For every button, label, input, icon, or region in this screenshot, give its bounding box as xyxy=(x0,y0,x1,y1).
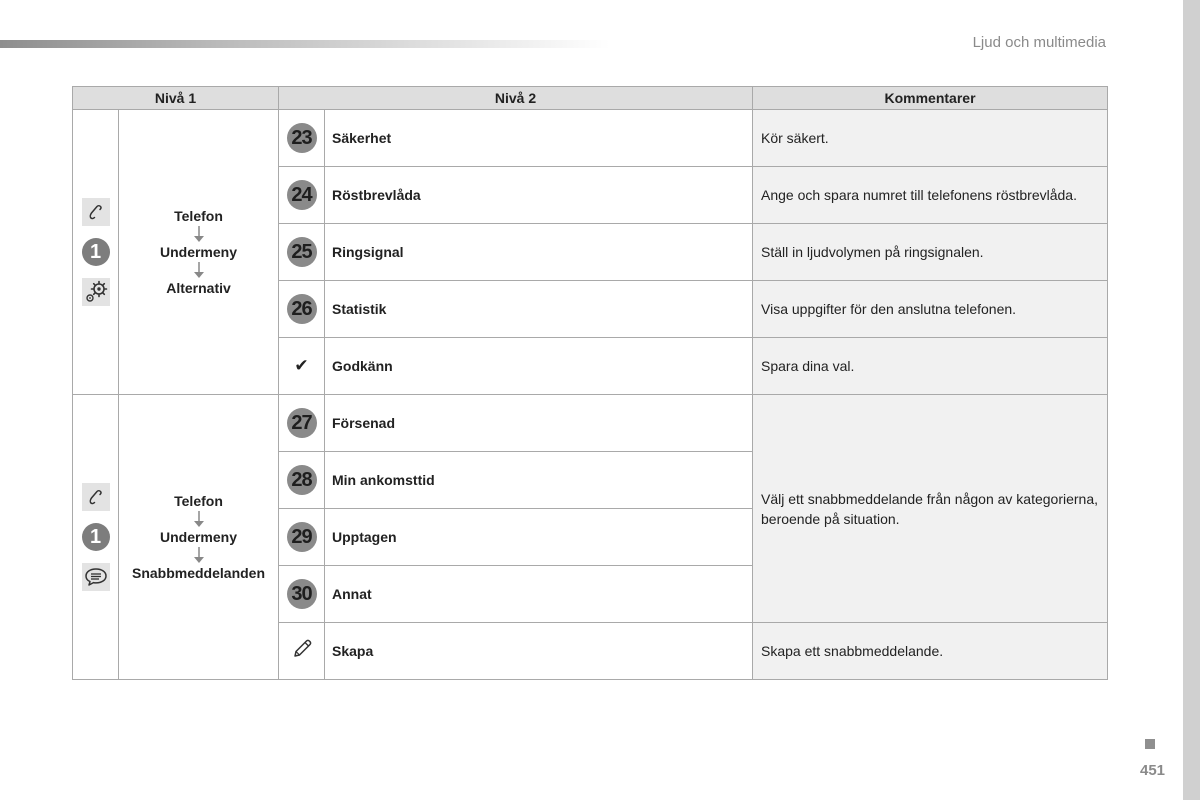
number-badge: 26 xyxy=(287,294,317,324)
number-badge: 28 xyxy=(287,465,317,495)
step-1-circle: 1 xyxy=(82,523,110,551)
section-title: Ljud och multimedia xyxy=(972,34,1106,51)
option-label: Röstbrevlåda xyxy=(325,167,753,224)
option-label: Min ankomsttid xyxy=(325,452,753,509)
path-item-undermeny: Undermeny xyxy=(159,244,238,260)
phone-icon xyxy=(82,198,110,226)
option-comment: Ange och spara numret till telefonens röstbrevlåda. xyxy=(753,167,1108,224)
path-item-telefon: Telefon xyxy=(174,208,223,224)
option-label: Statistik xyxy=(325,281,753,338)
group-1-icons xyxy=(73,110,119,395)
group-1-menu-path xyxy=(119,110,279,395)
badge-cell xyxy=(279,167,325,224)
option-label: Godkänn xyxy=(325,338,753,395)
number-badge: 30 xyxy=(287,579,317,609)
page-edge-strip xyxy=(1183,0,1200,800)
page-number: 451 xyxy=(1140,762,1166,779)
option-label: Ringsignal xyxy=(325,224,753,281)
badge-cell xyxy=(279,281,325,338)
option-label: Säkerhet xyxy=(325,110,753,167)
option-comment: Skapa ett snabbmeddelande. xyxy=(753,623,1108,680)
group-2-icons xyxy=(73,395,119,680)
message-bubble-icon xyxy=(82,563,110,591)
arrow-down-icon xyxy=(119,225,279,243)
arrow-down-icon xyxy=(119,510,279,528)
path-item-snabbmeddelanden: Snabbmeddelanden xyxy=(131,565,266,581)
option-label: Upptagen xyxy=(325,509,753,566)
arrow-down-icon xyxy=(119,546,279,564)
badge-cell xyxy=(279,110,325,167)
column-header-level-2: Nivå 2 xyxy=(279,87,753,110)
checkmark-icon: ✔ xyxy=(279,338,325,395)
badge-cell xyxy=(279,395,325,452)
option-comment: Kör säkert. xyxy=(753,110,1108,167)
phone-icon xyxy=(82,483,110,511)
shared-comment: Välj ett snabbmeddelande från någon av kategorierna, beroende på situation. xyxy=(753,395,1108,623)
badge-cell xyxy=(279,509,325,566)
column-header-level-1: Nivå 1 xyxy=(73,87,279,110)
option-comment: Ställ in ljudvolymen på ringsignalen. xyxy=(753,224,1108,281)
number-badge: 29 xyxy=(287,522,317,552)
path-item-telefon: Telefon xyxy=(174,493,223,509)
number-badge: 24 xyxy=(287,180,317,210)
header-gradient-bar xyxy=(0,40,610,48)
badge-cell xyxy=(279,224,325,281)
number-badge: 27 xyxy=(287,408,317,438)
number-badge: 23 xyxy=(287,123,317,153)
option-label: Annat xyxy=(325,566,753,623)
badge-cell xyxy=(279,566,325,623)
table-header-row xyxy=(73,87,1108,110)
badge-cell xyxy=(279,452,325,509)
step-1-circle: 1 xyxy=(82,238,110,266)
table-row xyxy=(73,395,1108,452)
option-comment: Spara dina val. xyxy=(753,338,1108,395)
option-label: Försenad xyxy=(325,395,753,452)
page-marker xyxy=(1145,739,1155,749)
number-badge: 25 xyxy=(287,237,317,267)
settings-gears-icon xyxy=(82,278,110,306)
table-row xyxy=(73,110,1108,167)
pencil-icon xyxy=(279,623,325,680)
path-item-undermeny: Undermeny xyxy=(159,529,238,545)
group-2-menu-path xyxy=(119,395,279,680)
option-comment: Visa uppgifter för den anslutna telefonen. xyxy=(753,281,1108,338)
path-item-alternativ: Alternativ xyxy=(166,280,231,296)
menu-table xyxy=(72,86,1108,680)
arrow-down-icon xyxy=(119,261,279,279)
option-label: Skapa xyxy=(325,623,753,680)
column-header-comments: Kommentarer xyxy=(753,87,1108,110)
